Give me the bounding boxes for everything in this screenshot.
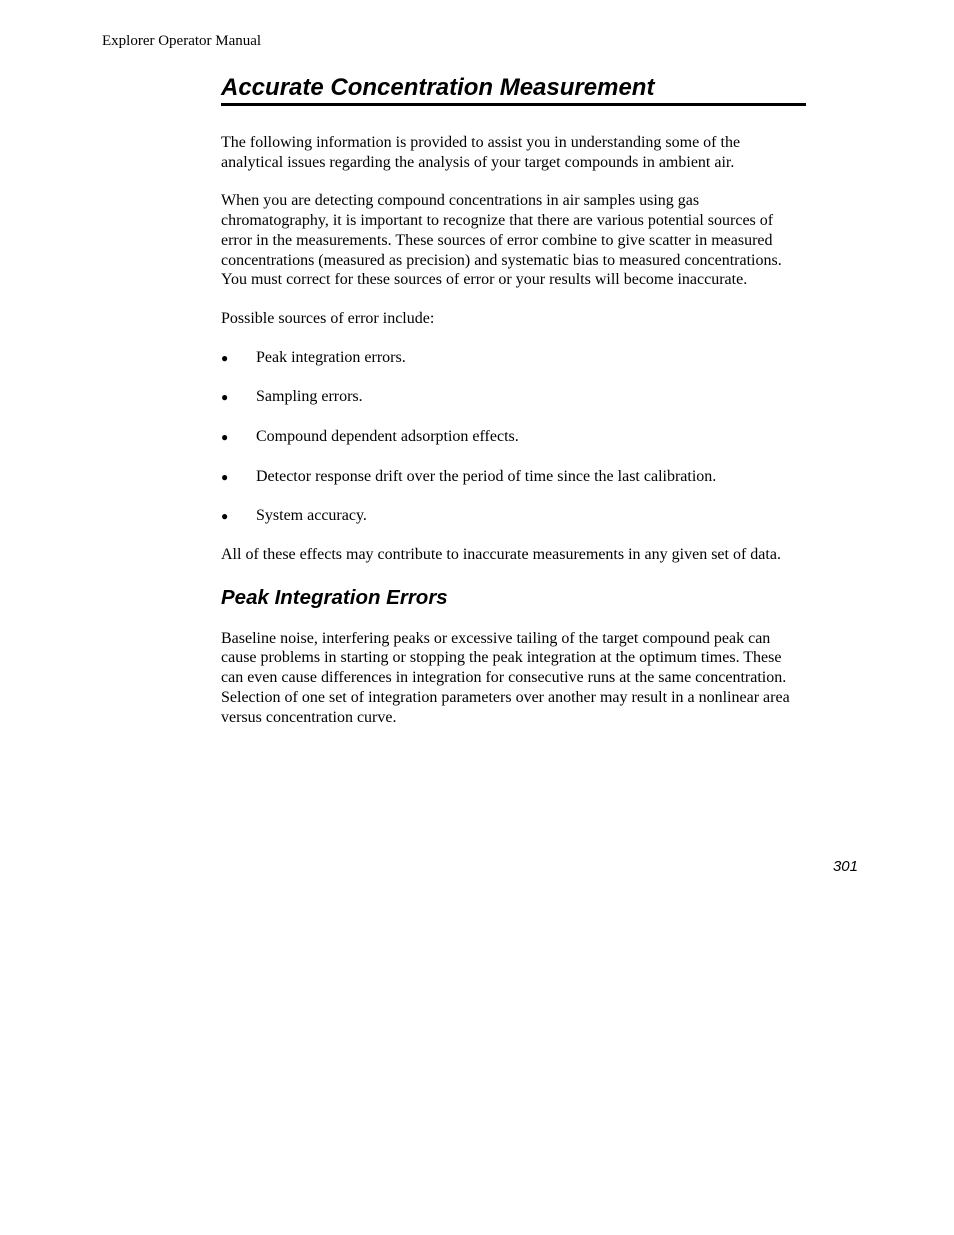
list-item: [221, 427, 806, 447]
error-sources-list: [221, 348, 806, 526]
peak-integration-paragraph: Baseline noise, interfering peaks or excessive tailing of the target compound peak can cause problems in starting or stopping the peak integration at the optimum times. These can even cause differences in integration for consecutive runs at the same concentration. Selection of one set of integration parameters over another may result in a nonlinear area versus concentration curve.: [221, 629, 790, 726]
effects-summary-paragraph: All of these effects may contribute to inaccurate measurements in any given set of data.: [221, 546, 781, 564]
list-item: [221, 467, 806, 487]
bullet-icon: ●: [221, 350, 229, 365]
list-item-text: Peak integration errors.: [256, 348, 406, 366]
section-title: Accurate Concentration Measurement: [221, 74, 655, 101]
list-item: [221, 506, 806, 526]
bullet-icon: ●: [221, 469, 229, 484]
bullet-icon: ●: [221, 509, 229, 524]
list-item: [221, 387, 806, 407]
bullet-icon: ●: [221, 430, 229, 444]
list-item-text: Detector response drift over the period of time since the last calibration.: [256, 467, 717, 485]
page-content: [221, 72, 806, 727]
running-header: Explorer Operator Manual: [102, 33, 262, 49]
bullet-icon: ●: [221, 390, 229, 405]
detecting-paragraph: When you are detecting compound concentrations in air samples using gas chromatography, it is important to recognize that there are various potential sources of error in the measurements. These sources of error combine to give scatter in measured concentrations (measured as precision) and systematic bias to measured concentrations. You must correct for these sources of error or your results will become inaccurate.: [221, 192, 782, 289]
list-item-text: System accuracy.: [256, 507, 367, 525]
list-item: [221, 348, 806, 368]
list-item-text: Sampling errors.: [256, 388, 363, 406]
possible-sources-paragraph: Possible sources of error include:: [221, 309, 435, 327]
subsection-title: Peak Integration Errors: [221, 585, 448, 609]
page-number: 301: [832, 858, 858, 875]
intro-paragraph: The following information is provided to assist you in understanding some of the analytical issues regarding the analysis of your target compounds in ambient air.: [221, 134, 741, 171]
list-item-text: Compound dependent adsorption effects.: [256, 428, 519, 445]
